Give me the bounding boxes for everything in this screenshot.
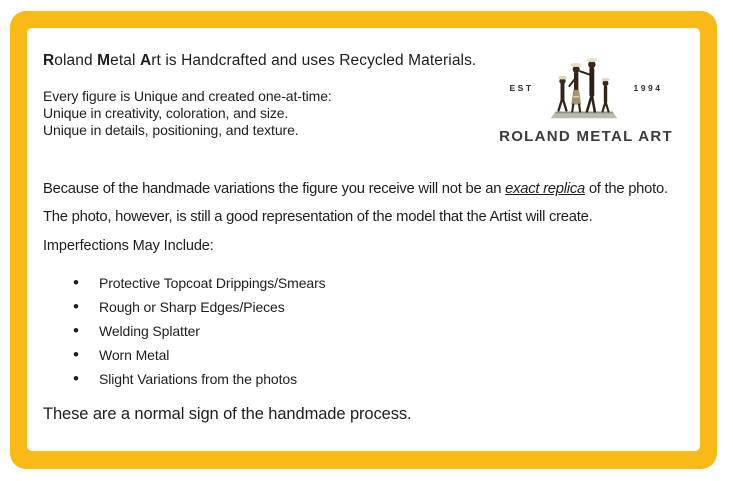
info-card-content (27, 28, 700, 451)
list-item: • Slight Variations from the photos (43, 367, 680, 391)
title-initial-r: R (43, 52, 55, 69)
title-text: oland (54, 52, 98, 69)
logo-est-label: EST (509, 82, 534, 93)
list-item: • Protective Topcoat Drippings/Smears (43, 271, 680, 295)
list-item: • Welding Splatter (43, 319, 680, 343)
logo-wordmark: ROLAND METAL ART (499, 128, 673, 145)
paragraph-text: of the photo. The photo, however, is still a good representation of the model that the Artist will create. (43, 181, 668, 225)
title-text: etal (110, 52, 140, 69)
handmade-variations-paragraph (43, 175, 680, 231)
title-text: is Handcrafted and uses Recycled Materials. (160, 52, 477, 69)
closing-statement: These are a normal sign of the handmade process. (43, 405, 412, 423)
list-item: • Rough or Sharp Edges/Pieces (43, 295, 680, 319)
intro-line: Every figure is Unique and created one-at-time: (43, 88, 332, 104)
family-sculpture-icon (540, 53, 628, 126)
title-initial-a: A (139, 52, 152, 69)
paragraph-text: Because of the handmade variations the figure you receive will not be an (43, 181, 506, 197)
intro-line: Unique in details, positioning, and texture. (43, 122, 299, 138)
exact-replica-emphasis: exact replica (505, 181, 585, 197)
logo-year-label: 1994 (633, 82, 663, 93)
info-card (10, 11, 717, 469)
brand-logo (480, 53, 692, 145)
title-text: rt (151, 52, 161, 69)
list-item: • Worn Metal (43, 343, 680, 367)
intro-line: Unique in creativity, coloration, and size. (43, 105, 289, 121)
logo-top-row (480, 53, 692, 126)
imperfections-list (43, 271, 680, 391)
title-initial-m: M (97, 52, 111, 69)
imperfections-heading: Imperfections May Include: (43, 238, 214, 254)
